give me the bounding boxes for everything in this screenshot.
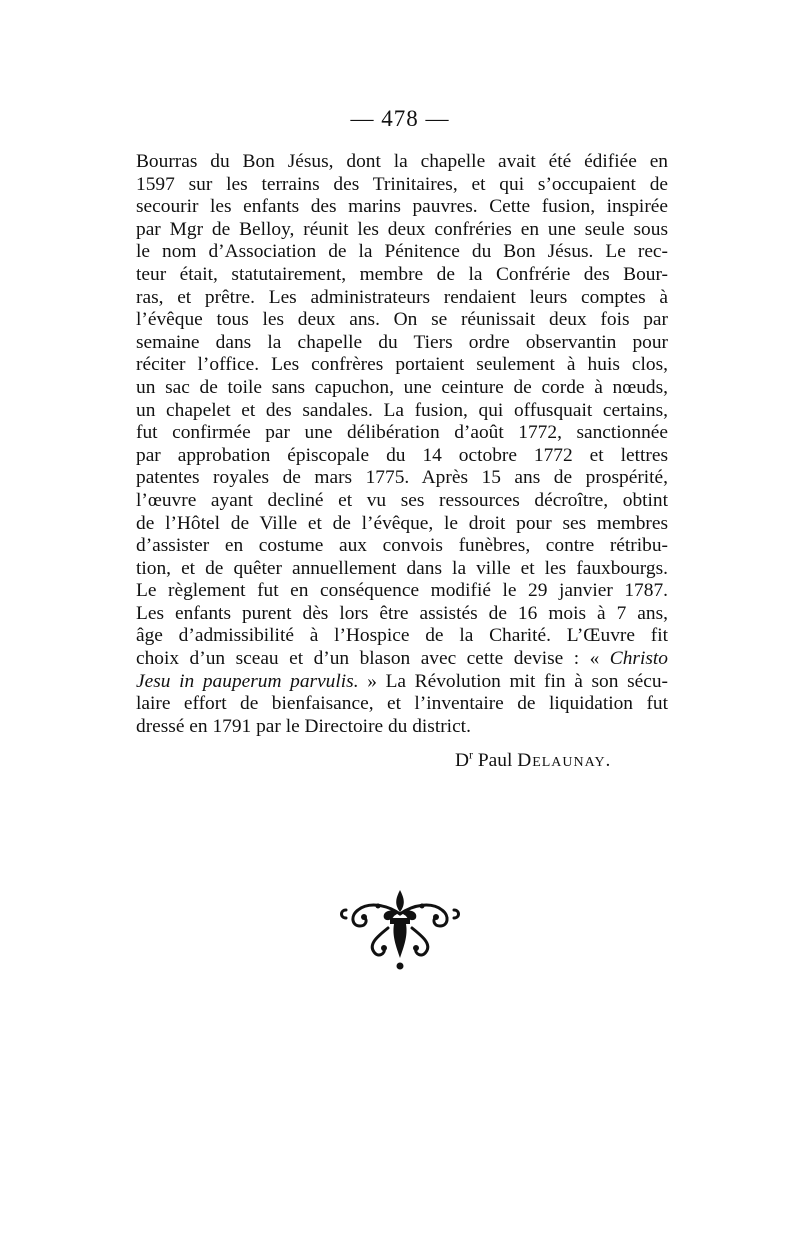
text-line-24 [136,671,668,694]
text-line-24-roman: » La Révolution mit fin à son sécu- [358,670,668,692]
text-line-25: laire effort de bienfaisance, et l’inventaire de liquidation fut [136,693,668,715]
text-line-14: par approbation épiscopale du 14 octobre 1772 et lettres [136,444,668,466]
signature-last-name: Delaunay. [517,750,612,771]
text-line-16: l’œuvre ayant decliné et vu ses ressources décroître, obtint [136,489,668,511]
text-line-2: 1597 sur les terrains des Trinitaires, et qui s’occupaient de [136,173,668,195]
signature-title-sup: r [469,747,474,762]
text-line-22: âge d’admissibilité à l’Hospice de la Charité. L’Œuvre fit [136,625,668,647]
signature-title: D [455,750,470,771]
text-line-8: l’évêque tous les deux ans. On se réunissait deux fois par [136,309,668,331]
text-line-15: patentes royales de mars 1775. Après 15 ans de prospérité, [136,467,668,489]
text-line-18: d’assister en costume aux convois funèbres, contre rétribu- [136,535,668,557]
signature-first-name: Paul [473,750,518,771]
fleuron-ornament-icon [338,888,462,972]
text-line-6: teur était, statutairement, membre de la Confrérie des Bour- [136,263,668,285]
text-line-13: fut confirmée par une délibération d’août 1772, sanctionnée [136,422,668,444]
text-line-26: dressé en 1791 par le Directoire du district. [136,715,471,737]
motto-italic-jesu: Jesu in pauperum parvulis. [136,670,359,692]
body-text [136,151,668,738]
text-line-11: un sac de toile sans capuchon, une ceinture de corde à nœuds, [136,376,668,398]
text-line-5: le nom d’Association de la Pénitence du Bon Jésus. Le rec- [136,241,668,263]
text-line-23 [136,648,668,671]
text-line-23-roman: choix d’un sceau et d’un blason avec cette devise : « [136,648,610,670]
text-line-9: semaine dans la chapelle du Tiers ordre observantin pour [136,331,668,353]
text-line-19: tion, et de quêter annuellement dans la ville et les fauxbourgs. [136,557,668,579]
text-line-20: Le règlement fut en conséquence modifié le 29 janvier 1787. [136,580,668,602]
text-line-7: ras, et prêtre. Les administrateurs rendaient leurs comptes à [136,286,668,308]
text-line-1: Bourras du Bon Jésus, dont la chapelle avait été édifiée en [136,151,668,172]
text-line-12: un chapelet et des sandales. La fusion, qui offusquait certains, [136,399,668,421]
text-line-3: secourir les enfants des marins pauvres. Cette fusion, inspirée [136,196,668,218]
text-line-4: par Mgr de Belloy, réunit les deux confréries en une seule sous [136,218,668,240]
text-line-10: réciter l’office. Les confrères portaient seulement à huis clos, [136,354,668,376]
motto-italic-christo: Christo [609,648,668,670]
page-number: — 478 — [350,106,450,131]
author-signature [455,747,612,772]
text-line-21: Les enfants purent dès lors être assistés de 16 mois à 7 ans, [136,602,668,624]
text-line-17: de l’Hôtel de Ville et de l’évêque, le droit pour ses membres [136,512,668,534]
